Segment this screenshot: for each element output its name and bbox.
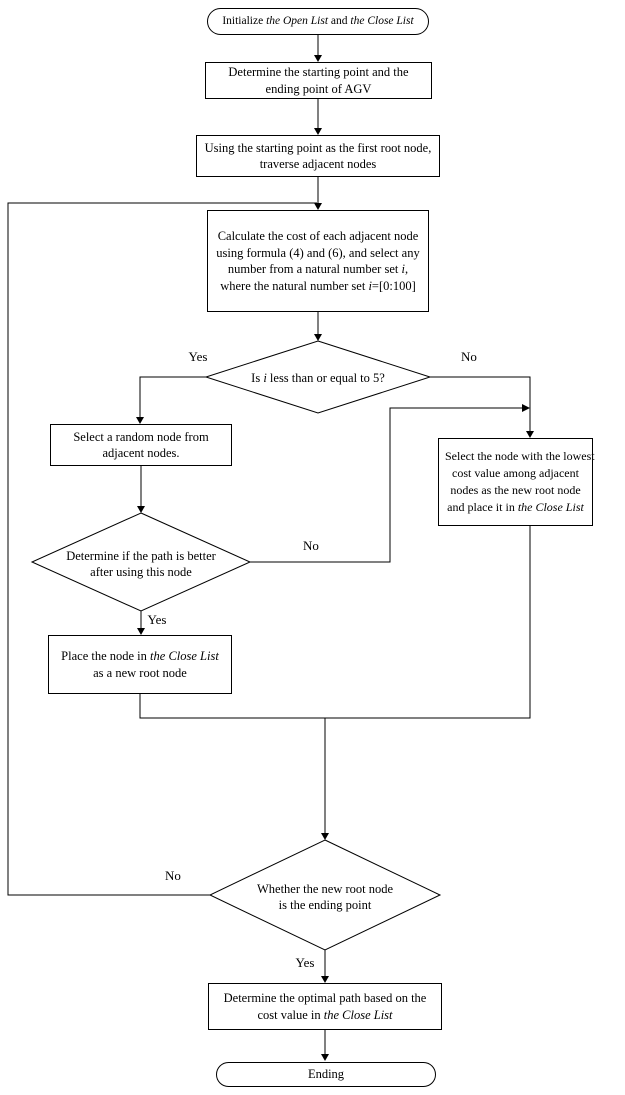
- arrowhead: [136, 417, 144, 424]
- decision-ending-point: [225, 881, 425, 914]
- path-better-line1: Determine if the path is better: [66, 549, 216, 563]
- connector-place-exit: [140, 694, 325, 718]
- decision-i-text-post: less than or equal to 5?: [266, 371, 385, 385]
- process-select-random-node: [50, 424, 232, 466]
- close-list-italic: the Close List: [323, 1007, 393, 1022]
- process-determine-points: [205, 62, 432, 99]
- decision-i-threshold: [218, 370, 418, 386]
- label-yes-decision2: Yes: [147, 612, 167, 627]
- label-yes-decision3: Yes: [295, 955, 315, 970]
- decision-path-better: [53, 548, 229, 581]
- arrowhead: [314, 128, 322, 135]
- arrowhead: [321, 976, 329, 983]
- lowest-cost-line3: nodes as the new root node: [450, 483, 581, 497]
- lowest-cost-line2: cost value among adjacent: [452, 466, 579, 481]
- lowest-cost-line1: Select the node with the lowest: [445, 449, 595, 464]
- lowest-cost-line4: and place it in: [447, 499, 518, 514]
- label-yes-decision1: Yes: [188, 349, 208, 364]
- close-list-italic: the Close List: [517, 499, 584, 514]
- process-select-lowest-cost: [438, 438, 593, 526]
- close-list-italic: the Close List: [350, 14, 414, 27]
- arrowhead: [321, 833, 329, 840]
- optimal-path-text: Determine the optimal path based on: [223, 991, 412, 1005]
- process-calculate-cost: [207, 210, 429, 312]
- arrowhead: [321, 1054, 329, 1061]
- label-no-decision2: No: [303, 538, 319, 553]
- process-optimal-path: [208, 983, 442, 1030]
- calculate-text-mid: , where the natural number set: [220, 262, 409, 293]
- i-italic: i: [263, 371, 267, 385]
- label-no-decision3: No: [165, 868, 181, 883]
- end-terminator: [216, 1062, 436, 1087]
- arrowhead: [314, 203, 322, 210]
- place-node-text: Place the node in: [61, 649, 151, 663]
- end-text: Ending: [307, 1067, 345, 1082]
- label-no-decision1: No: [461, 349, 477, 364]
- arrowhead: [137, 506, 145, 513]
- optimal-path-text-mid: the cost value in: [257, 991, 427, 1022]
- start-terminator: [207, 8, 429, 35]
- arrowhead: [522, 404, 530, 412]
- connector-no-lowest: [430, 377, 530, 433]
- open-list-italic: the Open List: [266, 14, 329, 27]
- path-better-line2: after using this node: [90, 565, 192, 580]
- arrowhead: [314, 55, 322, 62]
- arrowhead: [137, 628, 145, 635]
- close-list-italic: the Close List: [150, 649, 219, 663]
- i-italic: i: [368, 278, 372, 293]
- arrowhead: [314, 334, 322, 341]
- ending-check-line2: is the ending point: [278, 898, 372, 913]
- first-root-text: Using the starting point as the first root node, traverse adjacent nodes: [204, 140, 432, 171]
- ending-check-line1: Whether the new root node: [256, 882, 394, 896]
- i-italic: i: [401, 262, 405, 276]
- decision-i-text: Is: [251, 371, 264, 385]
- connector-yes-random: [140, 377, 206, 419]
- determine-points-text: Determine the starting point and the ending point of AGV: [228, 65, 409, 96]
- arrowhead: [526, 431, 534, 438]
- calculate-text: Calculate the cost of each adjacent node using formula (4) and (6), and select any number from a natural number set: [216, 229, 420, 276]
- start-text-mid: and: [328, 14, 351, 27]
- connector-lowest-exit: [325, 525, 530, 718]
- start-text: Initialize: [222, 14, 267, 27]
- place-node-text-post: as a new root node: [93, 665, 187, 680]
- process-first-root-node: [196, 135, 440, 177]
- random-node-text: Select a random node from adjacent nodes.: [73, 429, 209, 460]
- calculate-text-post: =[0:100]: [371, 278, 416, 293]
- process-place-node: [48, 635, 232, 694]
